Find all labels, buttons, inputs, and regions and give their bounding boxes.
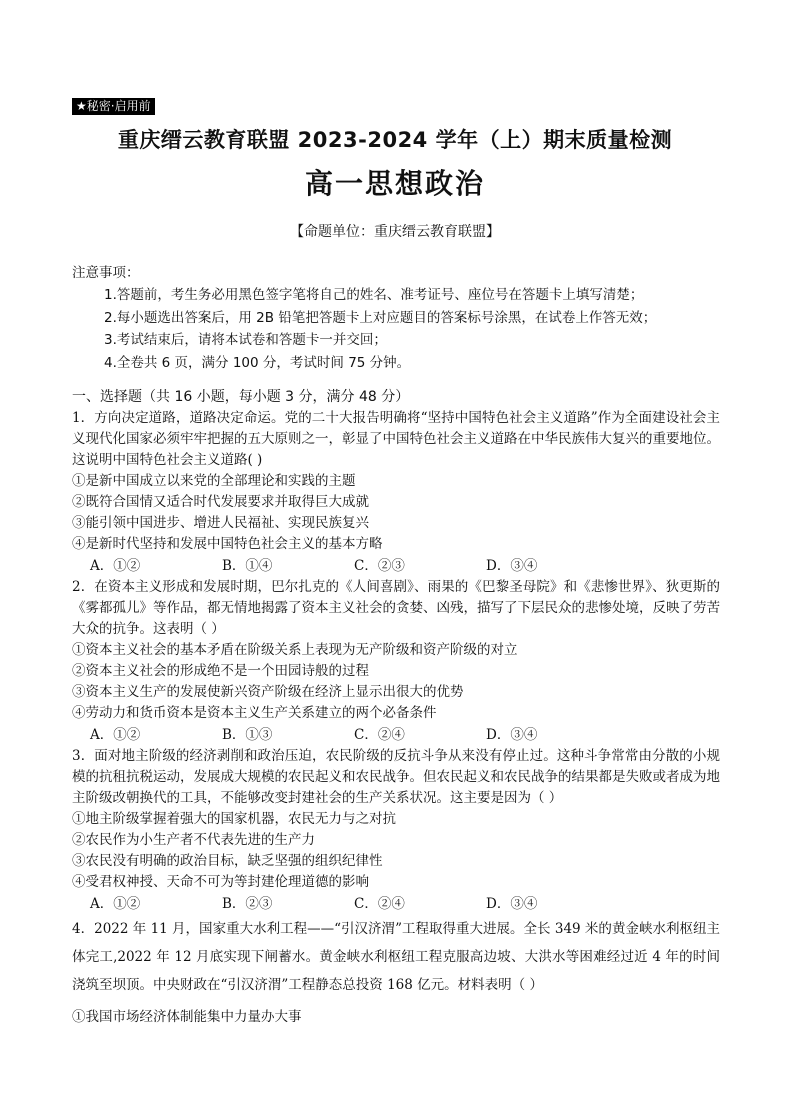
choice-b: B．①④ <box>222 558 273 574</box>
question-option: ②资本主义社会的形成绝不是一个田园诗般的过程 <box>72 663 369 679</box>
choice-a: A．①② <box>90 896 141 912</box>
choice-a: A．①② <box>90 727 141 743</box>
question-option: ③农民没有明确的政治目标，缺乏坚强的组织纪律性 <box>72 853 383 869</box>
questions-list <box>72 408 720 1028</box>
question-option: ④是新时代坚持和发展中国特色社会主义的基本方略 <box>72 536 383 552</box>
question-2 <box>72 577 720 746</box>
confidential-badge: ★秘密·启用前 <box>72 98 155 115</box>
choice-c: C．②④ <box>354 896 405 912</box>
question-option: ①我国市场经济体制能集中力量办大事 <box>72 1009 302 1025</box>
question-stem: 4．2022 年 11 月，国家重大水利工程——“引汉济渭”工程取得重大进展。全长 349 米的黄金峡水利枢纽主体完工,2022 年 12 月底实现下闸蓄水。黄金峡水利枢纽工程克服高边坡、大洪水等困难经过近 4 年的时间浇筑至坝顶。中央财政在“引汉济渭”工程静态总投资 168 亿元。材料表明（ ） <box>72 921 720 993</box>
exam-title: 重庆缙云教育联盟 2023-2024 学年（上）期末质量检测 <box>117 128 673 152</box>
question-option: ③能引领中国进步、增进人民福祉、实现民族复兴 <box>72 515 369 531</box>
choice-c: C．②③ <box>354 558 405 574</box>
instruction-item: 2.每小题选出答案后，用 2B 铅笔把答题卡上对应题目的答案标号涂黑，在试卷上作答无效； <box>104 309 657 326</box>
question-1 <box>72 408 720 577</box>
question-option: ④受君权神授、天命不可为等封建伦理道德的影响 <box>72 874 369 890</box>
instructions-block <box>72 262 722 374</box>
choice-b: B．①③ <box>222 727 273 743</box>
question-3 <box>72 746 720 915</box>
question-option: ②既符合国情又适合时代发展要求并取得巨大成就 <box>72 494 369 510</box>
choice-d: D．③④ <box>486 558 538 574</box>
choice-d: D．③④ <box>486 727 538 743</box>
choice-a: A．①② <box>90 558 141 574</box>
question-option: ①是新中国成立以来党的全部理论和实践的主题 <box>72 473 356 489</box>
question-stem: 1．方向决定道路，道路决定命运。党的二十大报告明确将“坚持中国特色社会主义道路”作为全面建设社会主义现代化国家必须牢牢把握的五大原则之一，彰显了中国特色社会主义道路在中华民族伟大复兴的重要地位。这说明中国特色社会主义道路( ) <box>72 410 720 468</box>
subject-title: 高一思想政治 <box>304 167 485 200</box>
instructions-heading: 注意事项： <box>72 265 140 281</box>
answer-choices <box>72 725 720 746</box>
author-unit: 【命题单位：重庆缙云教育联盟】 <box>290 224 500 240</box>
instruction-item: 3.考试结束后，请将本试卷和答题卡一并交回； <box>104 332 387 348</box>
answer-choices <box>72 894 720 915</box>
question-stem: 3．面对地主阶级的经济剥削和政治压迫，农民阶级的反抗斗争从来没有停止过。这种斗争常常由分散的小规模的抗租抗税运动，发展成大规模的农民起义和农民战争。但农民起义和农民战争的结果都是失败或者成为地主阶级改朝换代的工具，不能够改变封建社会的生产关系状况。这主要是因为（ ） <box>72 748 720 806</box>
answer-choices <box>72 556 720 577</box>
instruction-item: 4.全卷共 6 页，满分 100 分，考试时间 75 分钟。 <box>104 354 411 371</box>
question-option: ④劳动力和货币资本是资本主义生产关系建立的两个必备条件 <box>72 705 437 721</box>
choice-c: C．②④ <box>354 727 405 743</box>
question-stem: 2．在资本主义形成和发展时期，巴尔扎克的《人间喜剧》、雨果的《巴黎圣母院》和《悲惨世界》、狄更斯的《雾都孤儿》等作品，都无情地揭露了资本主义社会的贪婪、凶残，描写了下层民众的悲惨处境，反映了劳苦大众的抗争。这表明（ ） <box>72 579 720 637</box>
instruction-item: 1.答题前，考生务必用黑色签字笔将自己的姓名、准考证号、座位号在答题卡上填写清楚； <box>104 287 644 303</box>
choice-d: D．③④ <box>486 896 538 912</box>
choice-b: B．②③ <box>222 896 273 912</box>
question-option: ②农民作为小生产者不代表先进的生产力 <box>72 832 315 848</box>
question-4 <box>72 915 720 1028</box>
question-option: ①资本主义社会的基本矛盾在阶级关系上表现为无产阶级和资产阶级的对立 <box>72 642 518 658</box>
question-option: ①地主阶级掌握着强大的国家机器，农民无力与之对抗 <box>72 811 396 827</box>
section-title: 一、选择题（共 16 小题，每小题 3 分，满分 48 分） <box>72 389 410 405</box>
question-option: ③资本主义生产的发展使新兴资产阶级在经济上显示出很大的优势 <box>72 684 464 700</box>
